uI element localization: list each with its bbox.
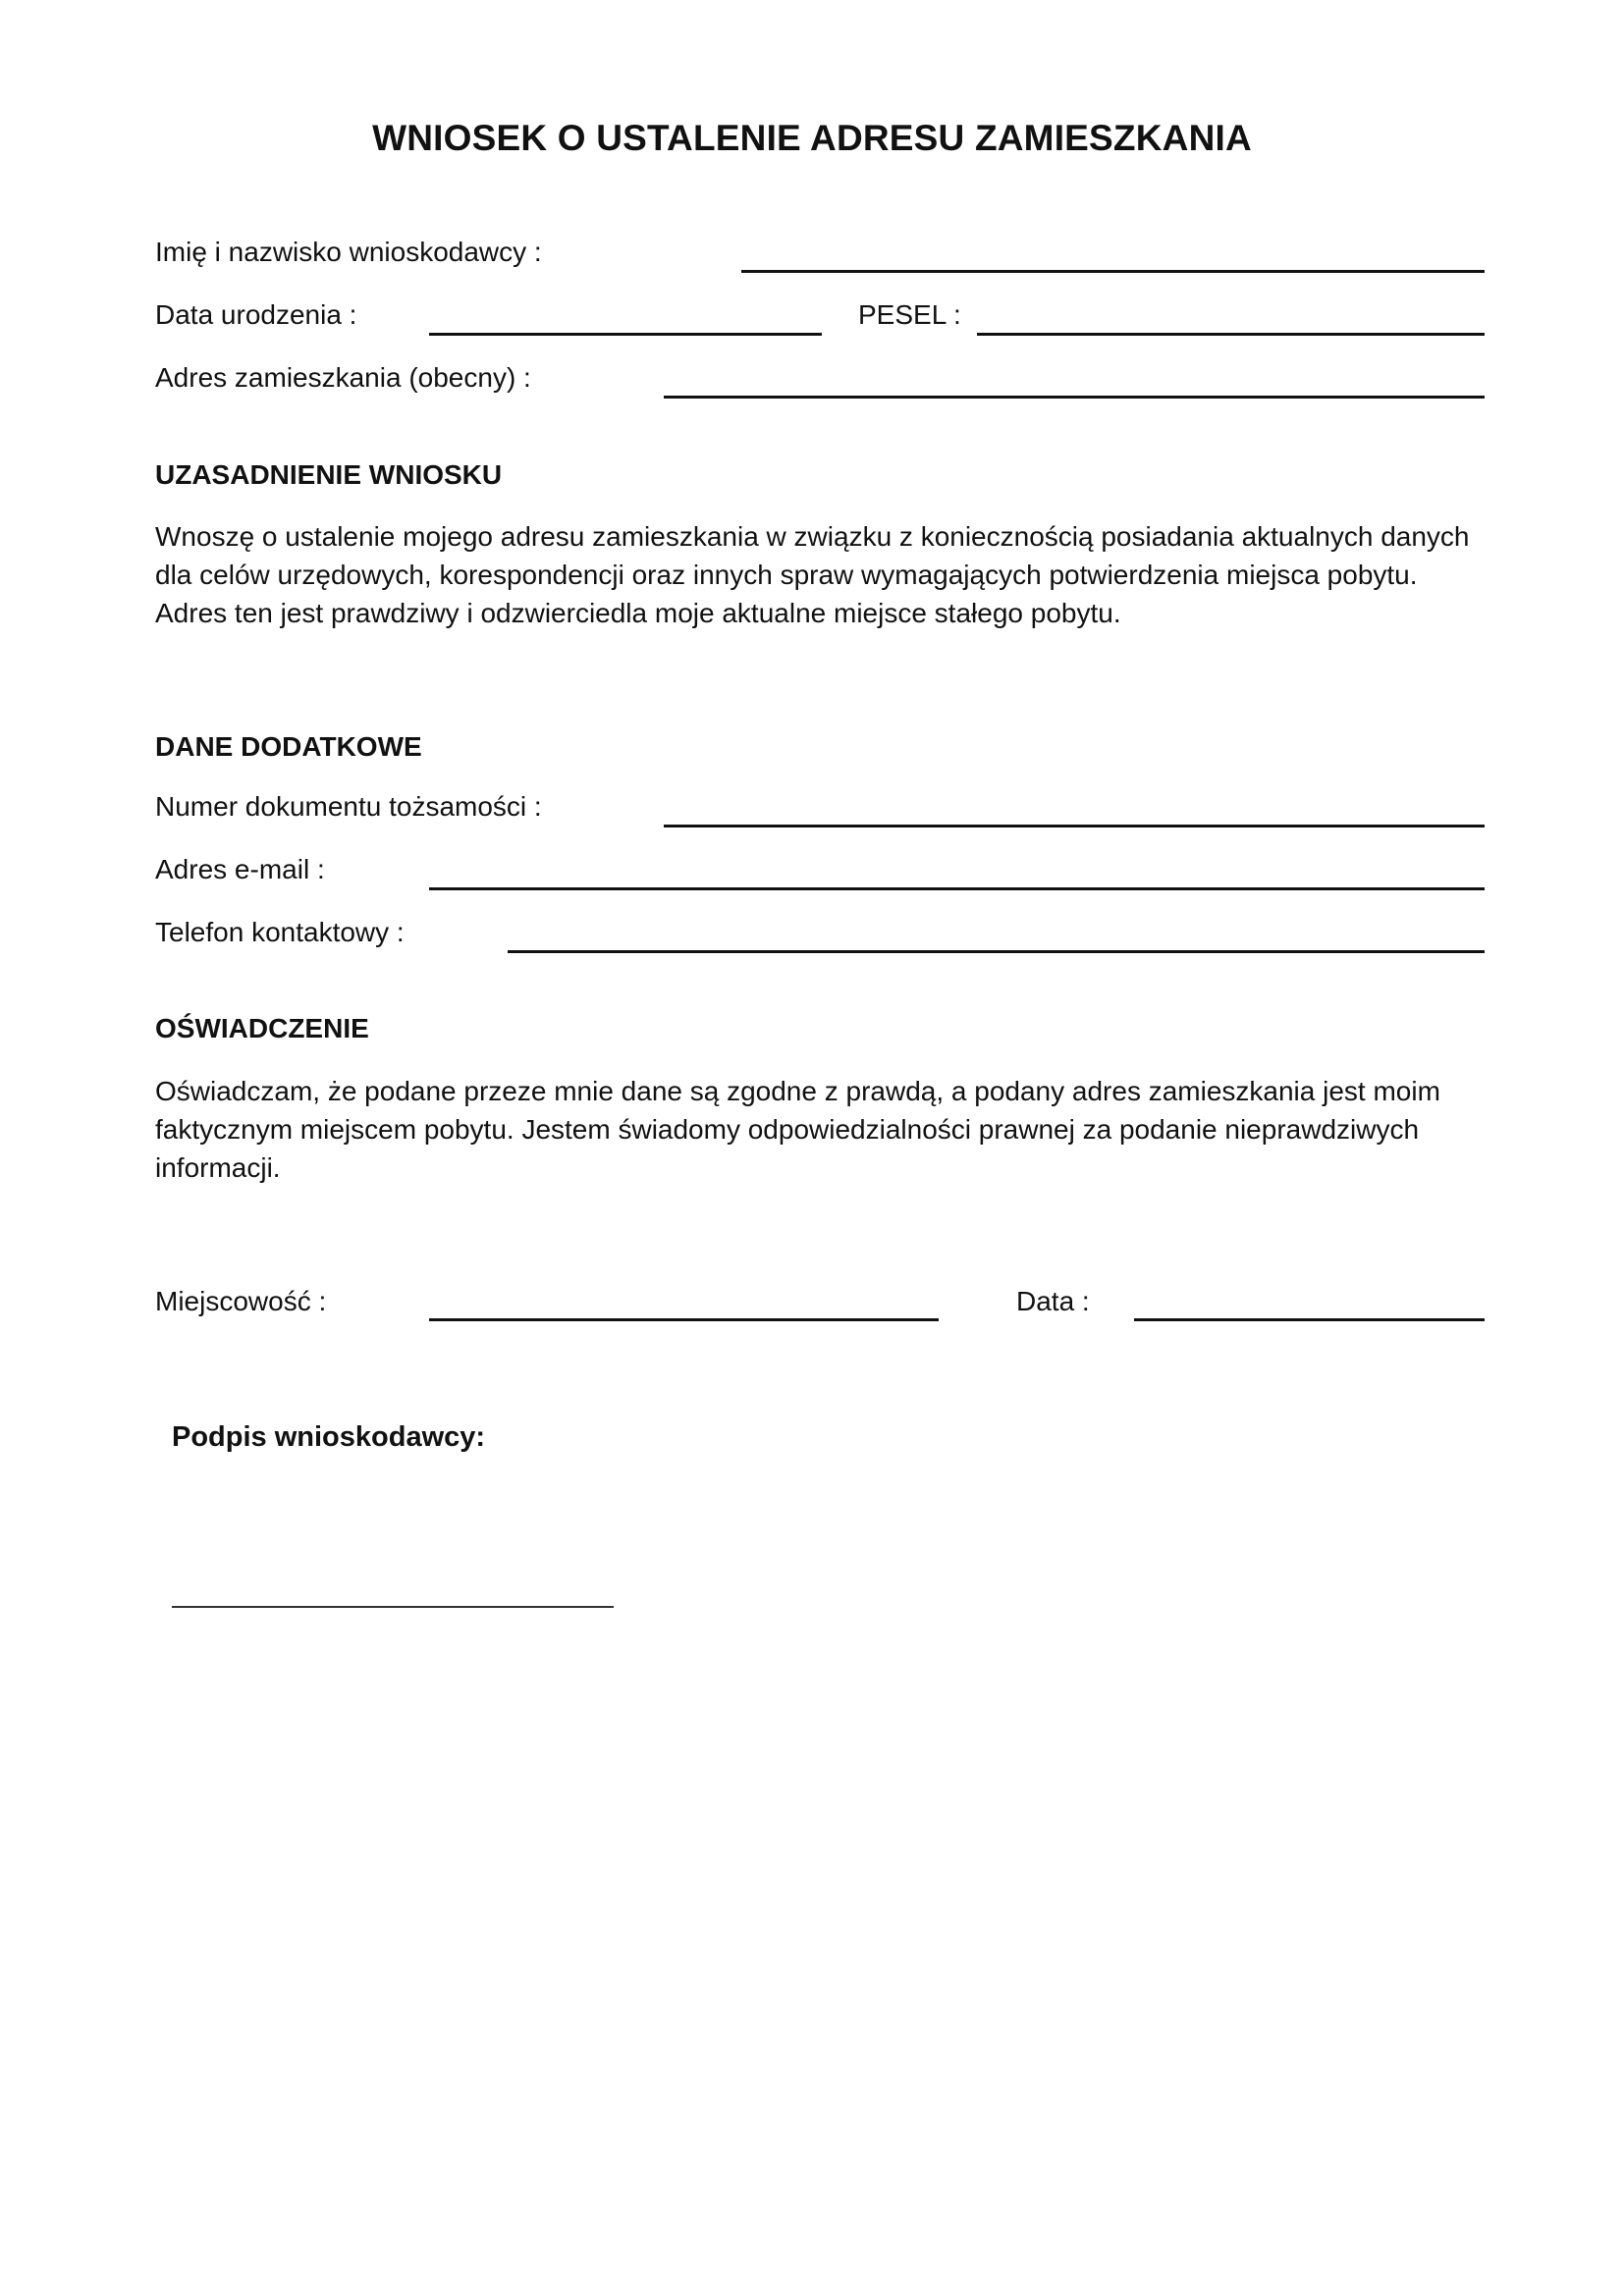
applicant-name-field[interactable] bbox=[741, 270, 1485, 273]
birth-date-field[interactable] bbox=[429, 333, 822, 336]
current-address-label: Adres zamieszkania (obecny) : bbox=[155, 362, 531, 393]
pesel-field[interactable] bbox=[977, 333, 1485, 336]
place-field[interactable] bbox=[429, 1318, 939, 1321]
id-document-label: Numer dokumentu tożsamości : bbox=[155, 791, 542, 822]
current-address-field[interactable] bbox=[664, 396, 1485, 399]
document-title: WNIOSEK O USTALENIE ADRESU ZAMIESZKANIA bbox=[372, 118, 1252, 158]
justification-text: Wnoszę o ustalenie mojego adresu zamieszkania w związku z koniecznością posiadania aktualnych danych dla celów urzędowych, korespondencji oraz innych spraw wymagających potwierdzenia miejsca pobytu. Adres ten jest prawdziwy i odzwierciedla moje aktualne miejsce stałego pobytu. bbox=[155, 521, 1470, 628]
email-label: Adres e-mail : bbox=[155, 854, 325, 884]
email-field[interactable] bbox=[429, 887, 1485, 890]
justification-heading: UZASADNIENIE WNIOSKU bbox=[155, 459, 503, 490]
date-field[interactable] bbox=[1134, 1318, 1485, 1321]
place-label: Miejscowość : bbox=[155, 1286, 327, 1316]
birth-date-label: Data urodzenia : bbox=[155, 299, 357, 330]
declaration-heading: OŚWIADCZENIE bbox=[155, 1013, 369, 1043]
date-label: Data : bbox=[1016, 1286, 1090, 1316]
pesel-label: PESEL : bbox=[858, 299, 961, 330]
signature-label: Podpis wnioskodawcy: bbox=[172, 1421, 486, 1453]
phone-label: Telefon kontaktowy : bbox=[155, 917, 405, 947]
additional-data-heading: DANE DODATKOWE bbox=[155, 731, 422, 762]
phone-field[interactable] bbox=[508, 950, 1485, 953]
signature-field[interactable] bbox=[172, 1606, 614, 1608]
id-document-field[interactable] bbox=[664, 825, 1485, 828]
declaration-text: Oświadczam, że podane przeze mnie dane są zgodne z prawdą, a podany adres zamieszkania jest moim faktycznym miejscem pobytu. Jestem świadomy odpowiedzialności prawnej za podanie nieprawdziwych informacji. bbox=[155, 1076, 1440, 1183]
applicant-name-label: Imię i nazwisko wnioskodawcy : bbox=[155, 237, 542, 267]
